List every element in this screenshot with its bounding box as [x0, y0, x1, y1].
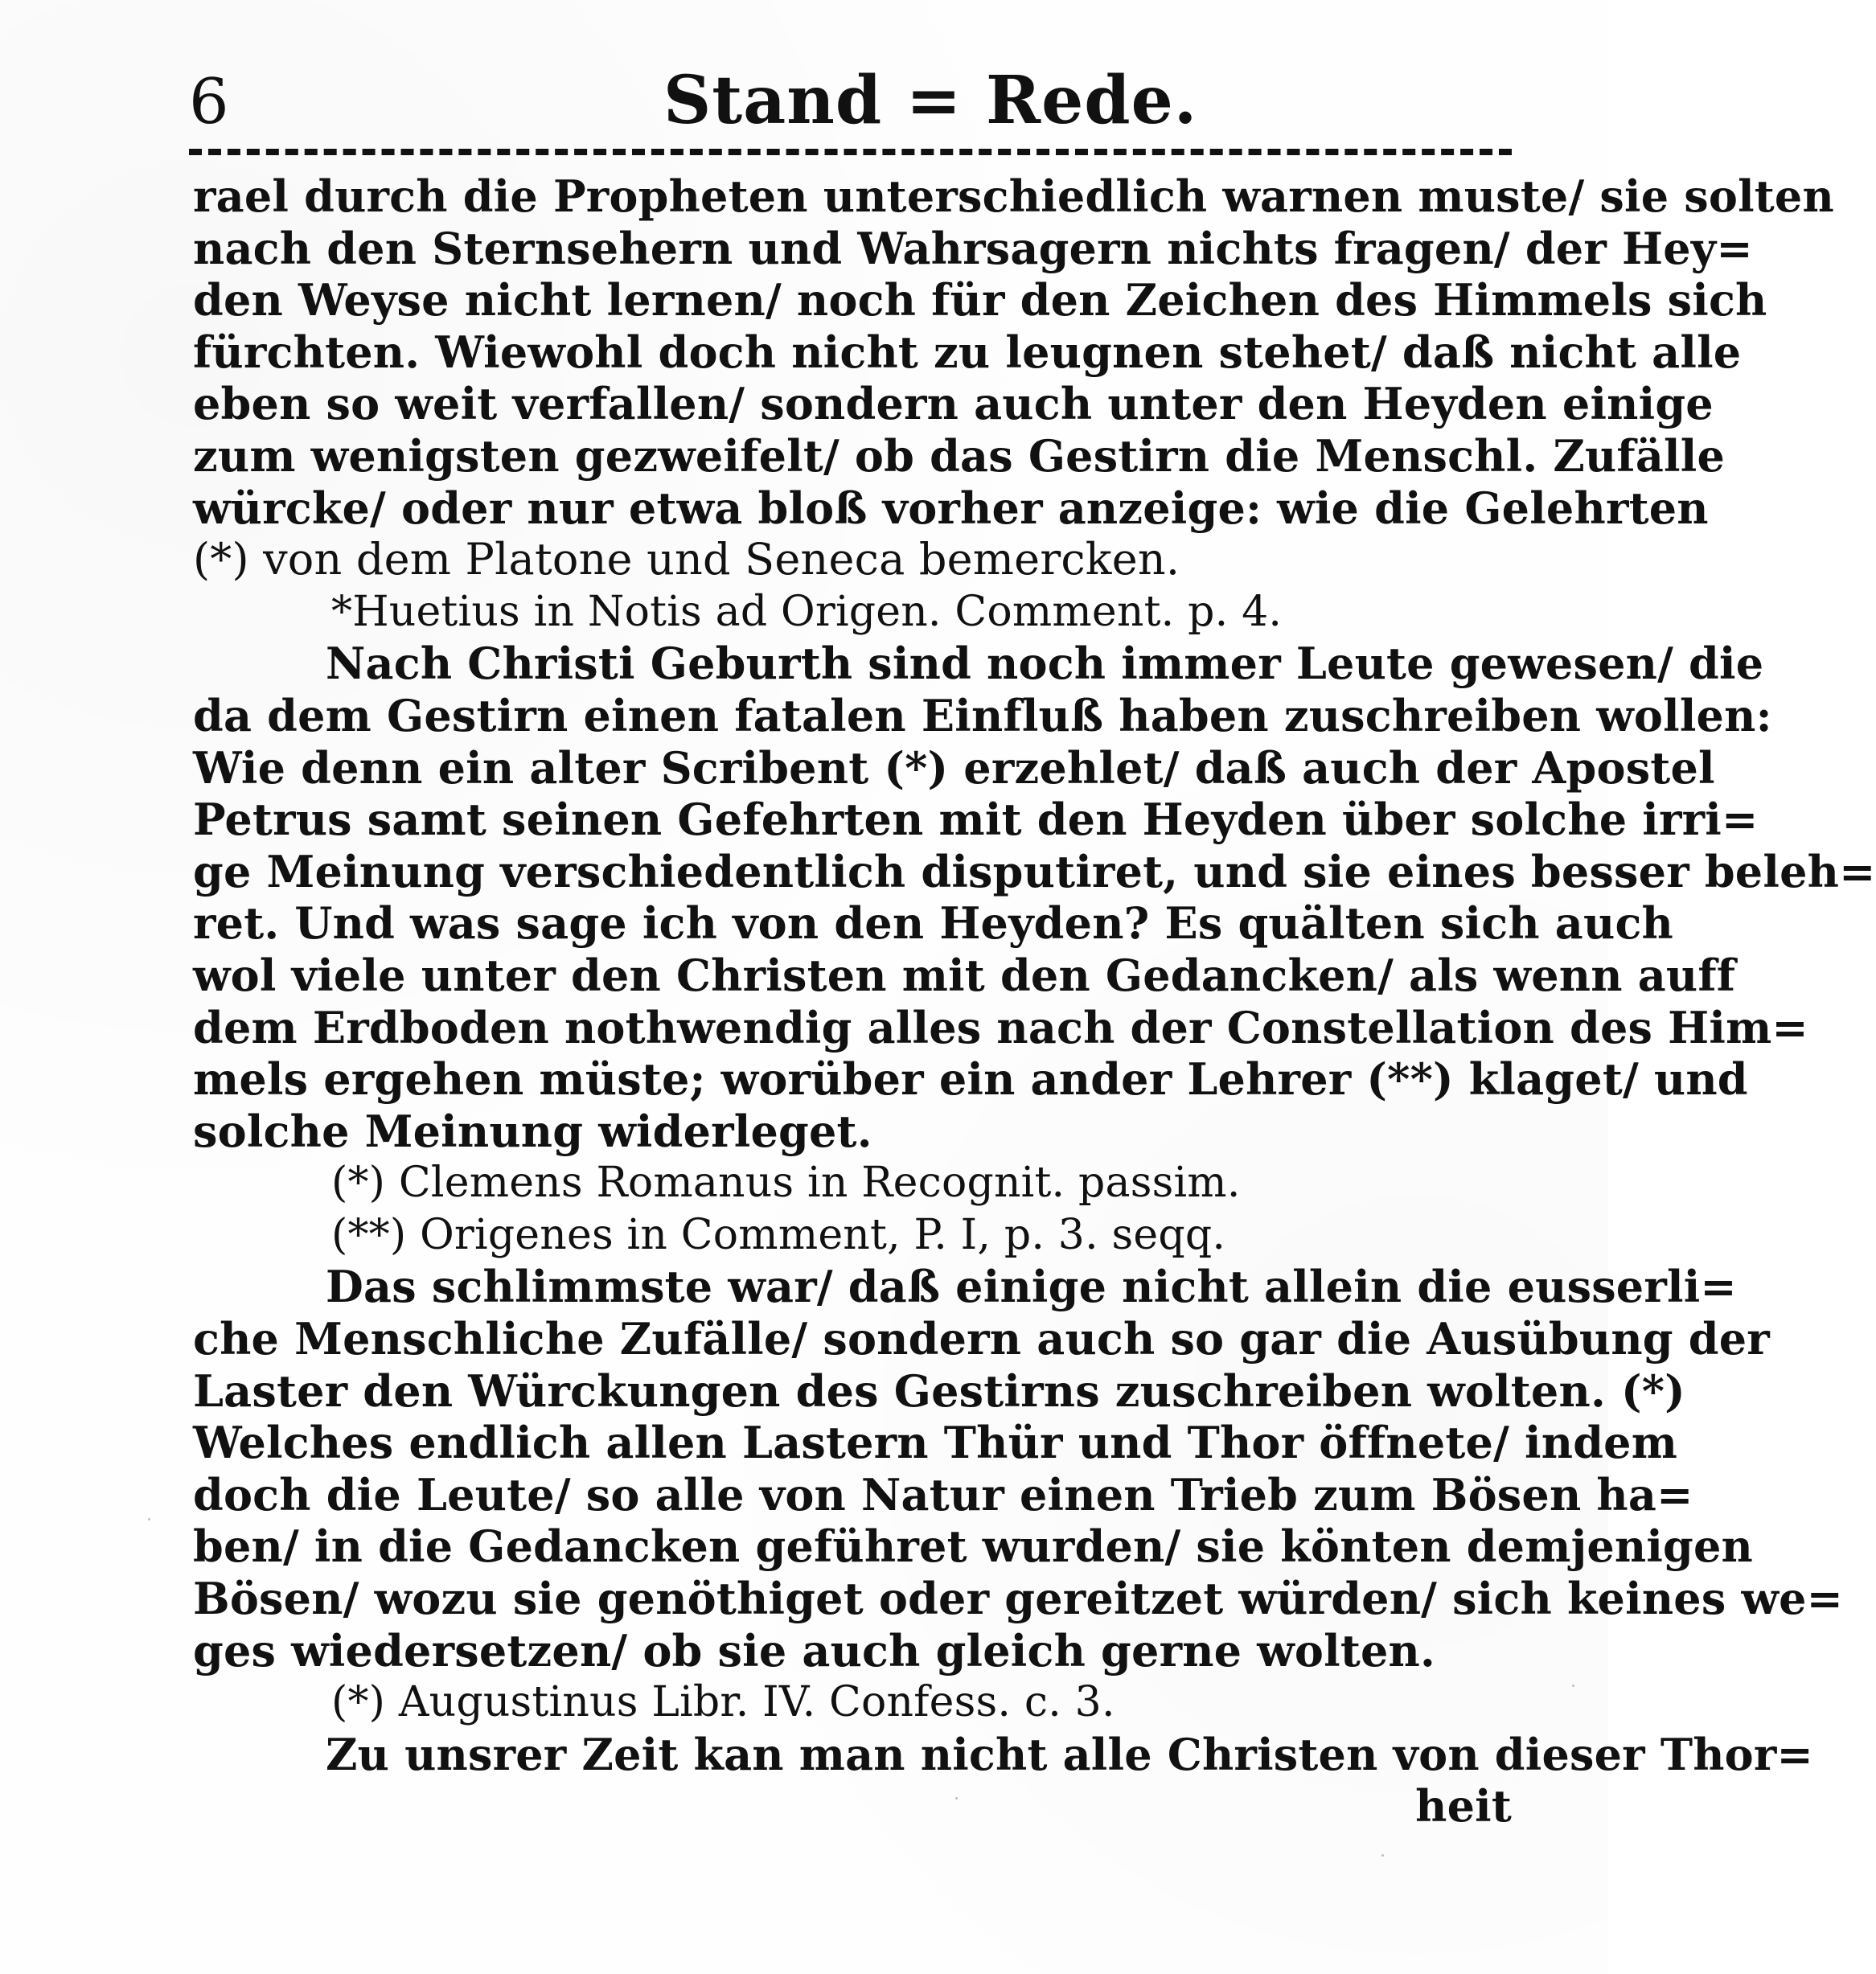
text-line: solche Meinung widerleget. [193, 1105, 872, 1157]
text-line: wol viele unter den Christen mit den Gedancken/ als wenn auff [193, 949, 1736, 1001]
paper-speck [1588, 1039, 1591, 1041]
text-line: che Menschliche Zufälle/ sondern auch so gar die Ausübung der [193, 1313, 1770, 1365]
text-line: zum wenigsten gezweifelt/ ob das Gestirn die Menschl. Zufälle [193, 429, 1726, 482]
header-rule [189, 149, 1512, 155]
text-line: Bösen/ wozu sie genöthiget oder gereitzet würden/ sich keines we= [193, 1573, 1844, 1625]
paper-speck [955, 1797, 958, 1800]
text-line: Nach Christi Geburth sind noch immer Leute gewesen/ die [326, 638, 1764, 690]
page-number: 6 [189, 66, 229, 138]
text-line: ret. Und was sage ich von den Heyden? Es quälten sich auch [193, 897, 1673, 950]
paper-speck [1578, 198, 1580, 200]
footnote-line: (*) Augustinus Libr. IV. Confess. c. 3. [331, 1678, 1115, 1727]
text-line: eben so weit verfallen/ sondern auch unter den Heyden einige [193, 378, 1714, 430]
text-line: Wie denn ein alter Scribent (*) erzehlet/ daß auch der Apostel [193, 741, 1715, 794]
text-line: ben/ in die Gedancken geführet wurden/ sie könten demjenigen [193, 1521, 1754, 1573]
paper-speck [148, 1518, 150, 1521]
text-line: ge Meinung verschiedentlich disputiret, und sie eines besser beleh= [193, 845, 1876, 897]
text-line: Welches endlich allen Lastern Thür und Thor öffnete/ indem [193, 1417, 1678, 1469]
text-line: den Weyse nicht lernen/ noch für den Zeichen des Himmels sich [193, 274, 1767, 326]
text-line: mels ergehen müste; worüber ein ander Lehrer (**) klaget/ und [193, 1053, 1748, 1106]
footnote-line: *Huetius in Notis ad Origen. Comment. p. 4. [331, 587, 1283, 636]
text-line: fürchten. Wiewohl doch nicht zu leugnen stehet/ daß nicht alle [193, 326, 1742, 378]
text-line: nach den Sternsehern und Wahrsagern nichts fragen/ der Hey= [193, 222, 1753, 274]
text-line: Das schlimmste war/ daß einige nicht allein die eusserli= [326, 1261, 1737, 1313]
text-line: Petrus samt seinen Gefehrten mit den Heyden über solche irri= [193, 794, 1759, 846]
text-line: rael durch die Propheten unterschiedlich warnen muste/ sie solten [193, 170, 1834, 222]
footnote-line: (*) Clemens Romanus in Recognit. passim. [331, 1159, 1241, 1208]
paper-speck [1572, 1685, 1574, 1687]
footnote-line: (**) Origenes in Comment, P. I, p. 3. seqq. [331, 1210, 1226, 1259]
text-line: ges wiedersetzen/ ob sie auch gleich gerne wolten. [193, 1624, 1436, 1676]
running-head: Stand = Rede. [663, 62, 1198, 139]
paper-speck [1381, 1854, 1384, 1857]
text-line: doch die Leute/ so alle von Natur einen Trieb zum Bösen ha= [193, 1468, 1693, 1521]
text-line: würcke/ oder nur etwa bloß vorher anzeige: wie die Gelehrten [193, 482, 1709, 534]
main-text [193, 170, 1876, 1832]
text-line: dem Erdboden nothwendig alles nach der Constellation des Him= [193, 1001, 1808, 1053]
text-line: (*) von dem Platone und Seneca bemercken. [193, 534, 1180, 585]
text-line: da dem Gestirn einen fatalen Einfluß haben zuschreiben wollen: [193, 689, 1772, 741]
text-line: Laster den Würckungen des Gestirns zuschreiben wolten. (*) [193, 1365, 1685, 1417]
catchword-line: heit [1415, 1780, 1512, 1832]
text-line: Zu unsrer Zeit kan man nicht alle Christen von dieser Thor= [326, 1728, 1813, 1780]
